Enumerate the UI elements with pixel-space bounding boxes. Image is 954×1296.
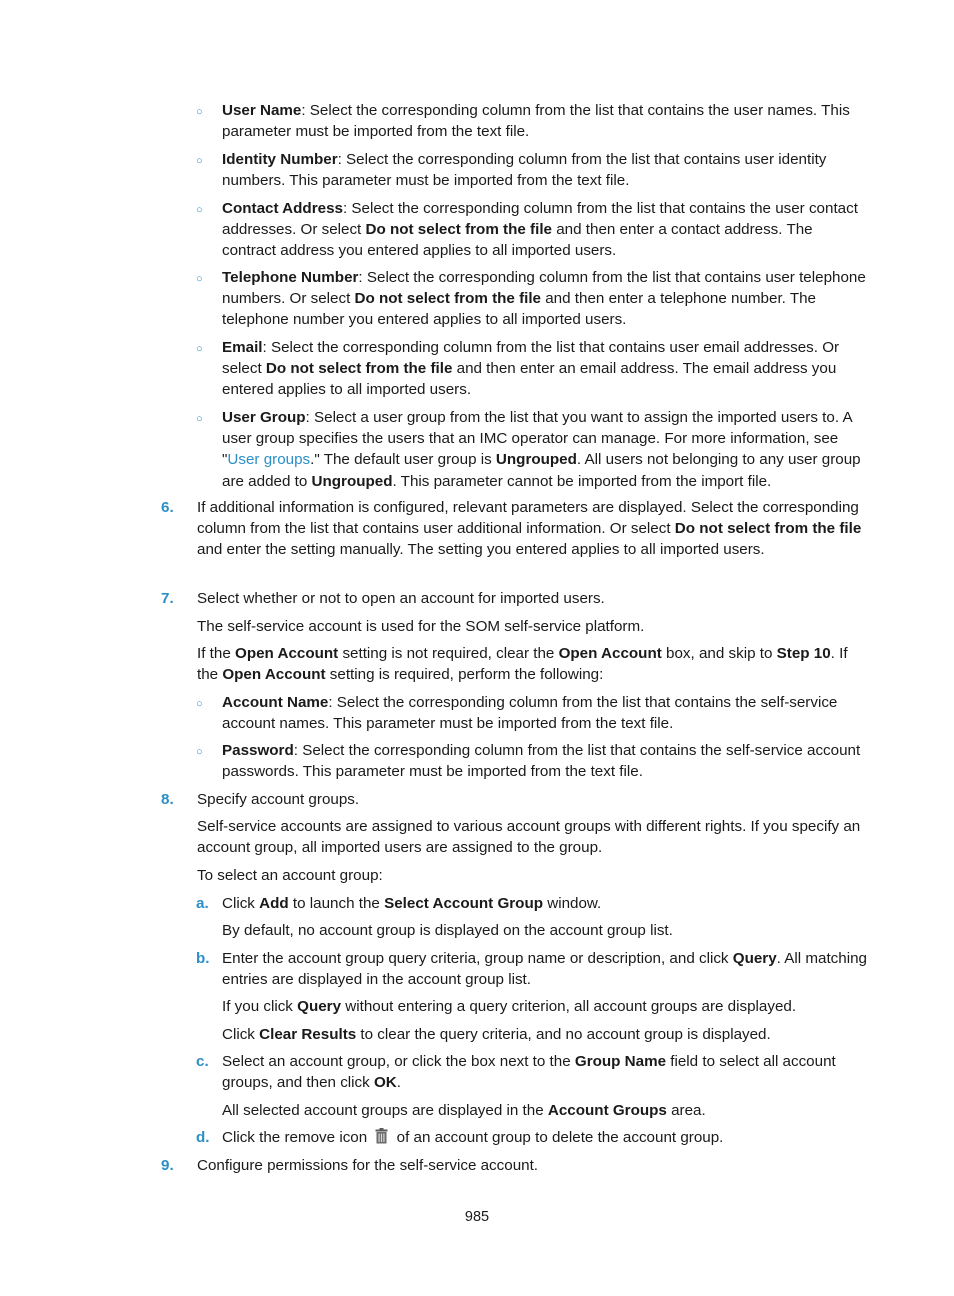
substep-c-note: All selected account groups are displayed in the Account Groups area. — [222, 1102, 706, 1119]
step-9-text: Configure permissions for the self-service account. — [197, 1157, 539, 1174]
param-telephone-number: Telephone Number: Select the corresponding column from the list that contains user telephone numbers. Or select Do not select from the file and then enter a telephone number. The telephone number you entered applies to all imported users. — [222, 269, 866, 329]
step-8-para-1: Self-service accounts are assigned to various account groups with different rights. If you specify an account group, all imported users are assigned to the group. — [197, 818, 861, 857]
param-account-name: Account Name: Select the corresponding column from the list that contains the self-service account names. This parameter must be imported from the text file. — [222, 694, 838, 733]
substep-b-note-1: If you click Query without entering a query criterion, all account groups are displayed. — [222, 998, 797, 1015]
user-groups-link[interactable]: User groups — [227, 451, 311, 469]
substep-b-note-2: Click Clear Results to clear the query criteria, and no account group is displayed. — [222, 1026, 771, 1043]
step-number: 6. — [161, 499, 174, 516]
substep-letter: d. — [196, 1129, 210, 1146]
param-password: Password: Select the corresponding column from the list that contains the self-service account passwords. This parameter must be imported from the text file. — [222, 742, 861, 781]
step-7-text: Select whether or not to open an account for imported users. — [197, 590, 605, 607]
param-contact-address: Contact Address: Select the corresponding column from the list that contains the user contact addresses. Or select Do not select from the file and then enter a contact address. The contract address you entered applies to all imported users. — [222, 200, 858, 260]
param-user-group: User Group: Select a user group from the list that you want to assign the imported users to. A user group specifies the users that an IMC operator can manage. For more information, see "User groups." The default user group is Ungrouped. All users not belonging to any user group are added to Ungrouped. This parameter cannot be imported from the import file. — [222, 409, 861, 490]
bullet-glyph: ○ — [196, 273, 203, 285]
step-number: 8. — [161, 791, 174, 808]
param-email: Email: Select the corresponding column from the list that contains user email addresses. Or select Do not select from the file and then enter an email address. The email address you entered applies to all imported users. — [222, 339, 840, 399]
step-8-text: Specify account groups. — [197, 791, 360, 808]
step-number: 7. — [161, 590, 174, 607]
step-number: 9. — [161, 1157, 174, 1174]
substep-letter: c. — [196, 1053, 209, 1070]
bullet-glyph: ○ — [196, 106, 203, 118]
substep-b-text: Enter the account group query criteria, group name or description, and click Query. All matching entries are displayed in the account group list. — [222, 950, 867, 989]
bullet-glyph: ○ — [196, 413, 203, 425]
substep-d-text: Click the remove icon of an account group to delete the account group. — [222, 1127, 867, 1150]
step-8-para-2: To select an account group: — [197, 867, 383, 884]
substep-letter: b. — [196, 950, 210, 967]
bullet-glyph: ○ — [196, 698, 203, 710]
substep-a-text: Click Add to launch the Select Account Group window. — [222, 895, 602, 912]
substep-a-note: By default, no account group is displayed on the account group list. — [222, 922, 673, 939]
step-6-text: If additional information is configured, relevant parameters are displayed. Select the corresponding column from the list that contains user additional information. Or select Do not select from the file and enter the setting manually. The setting you entered applies to all imported users. — [197, 499, 862, 559]
param-identity-number: Identity Number: Select the corresponding column from the list that contains user identity numbers. This parameter must be imported from the text file. — [222, 151, 827, 190]
step-7-para-2: If the Open Account setting is not required, clear the Open Account box, and skip to Step 10. If the Open Account setting is required, perform the following: — [197, 645, 848, 684]
page-number: 985 — [464, 1209, 490, 1225]
bullet-glyph: ○ — [196, 746, 203, 758]
bullet-glyph: ○ — [196, 155, 203, 167]
substep-c-text: Select an account group, or click the box next to the Group Name field to select all account groups, and then click OK. — [222, 1053, 836, 1092]
substep-letter: a. — [196, 895, 209, 912]
step-7-para-1: The self-service account is used for the SOM self-service platform. — [197, 618, 645, 635]
bullet-glyph: ○ — [196, 343, 203, 355]
bullet-glyph: ○ — [196, 204, 203, 216]
trash-icon — [375, 1128, 388, 1150]
param-user-name: User Name: Select the corresponding column from the list that contains the user names. This parameter must be imported from the text file. — [222, 102, 850, 141]
